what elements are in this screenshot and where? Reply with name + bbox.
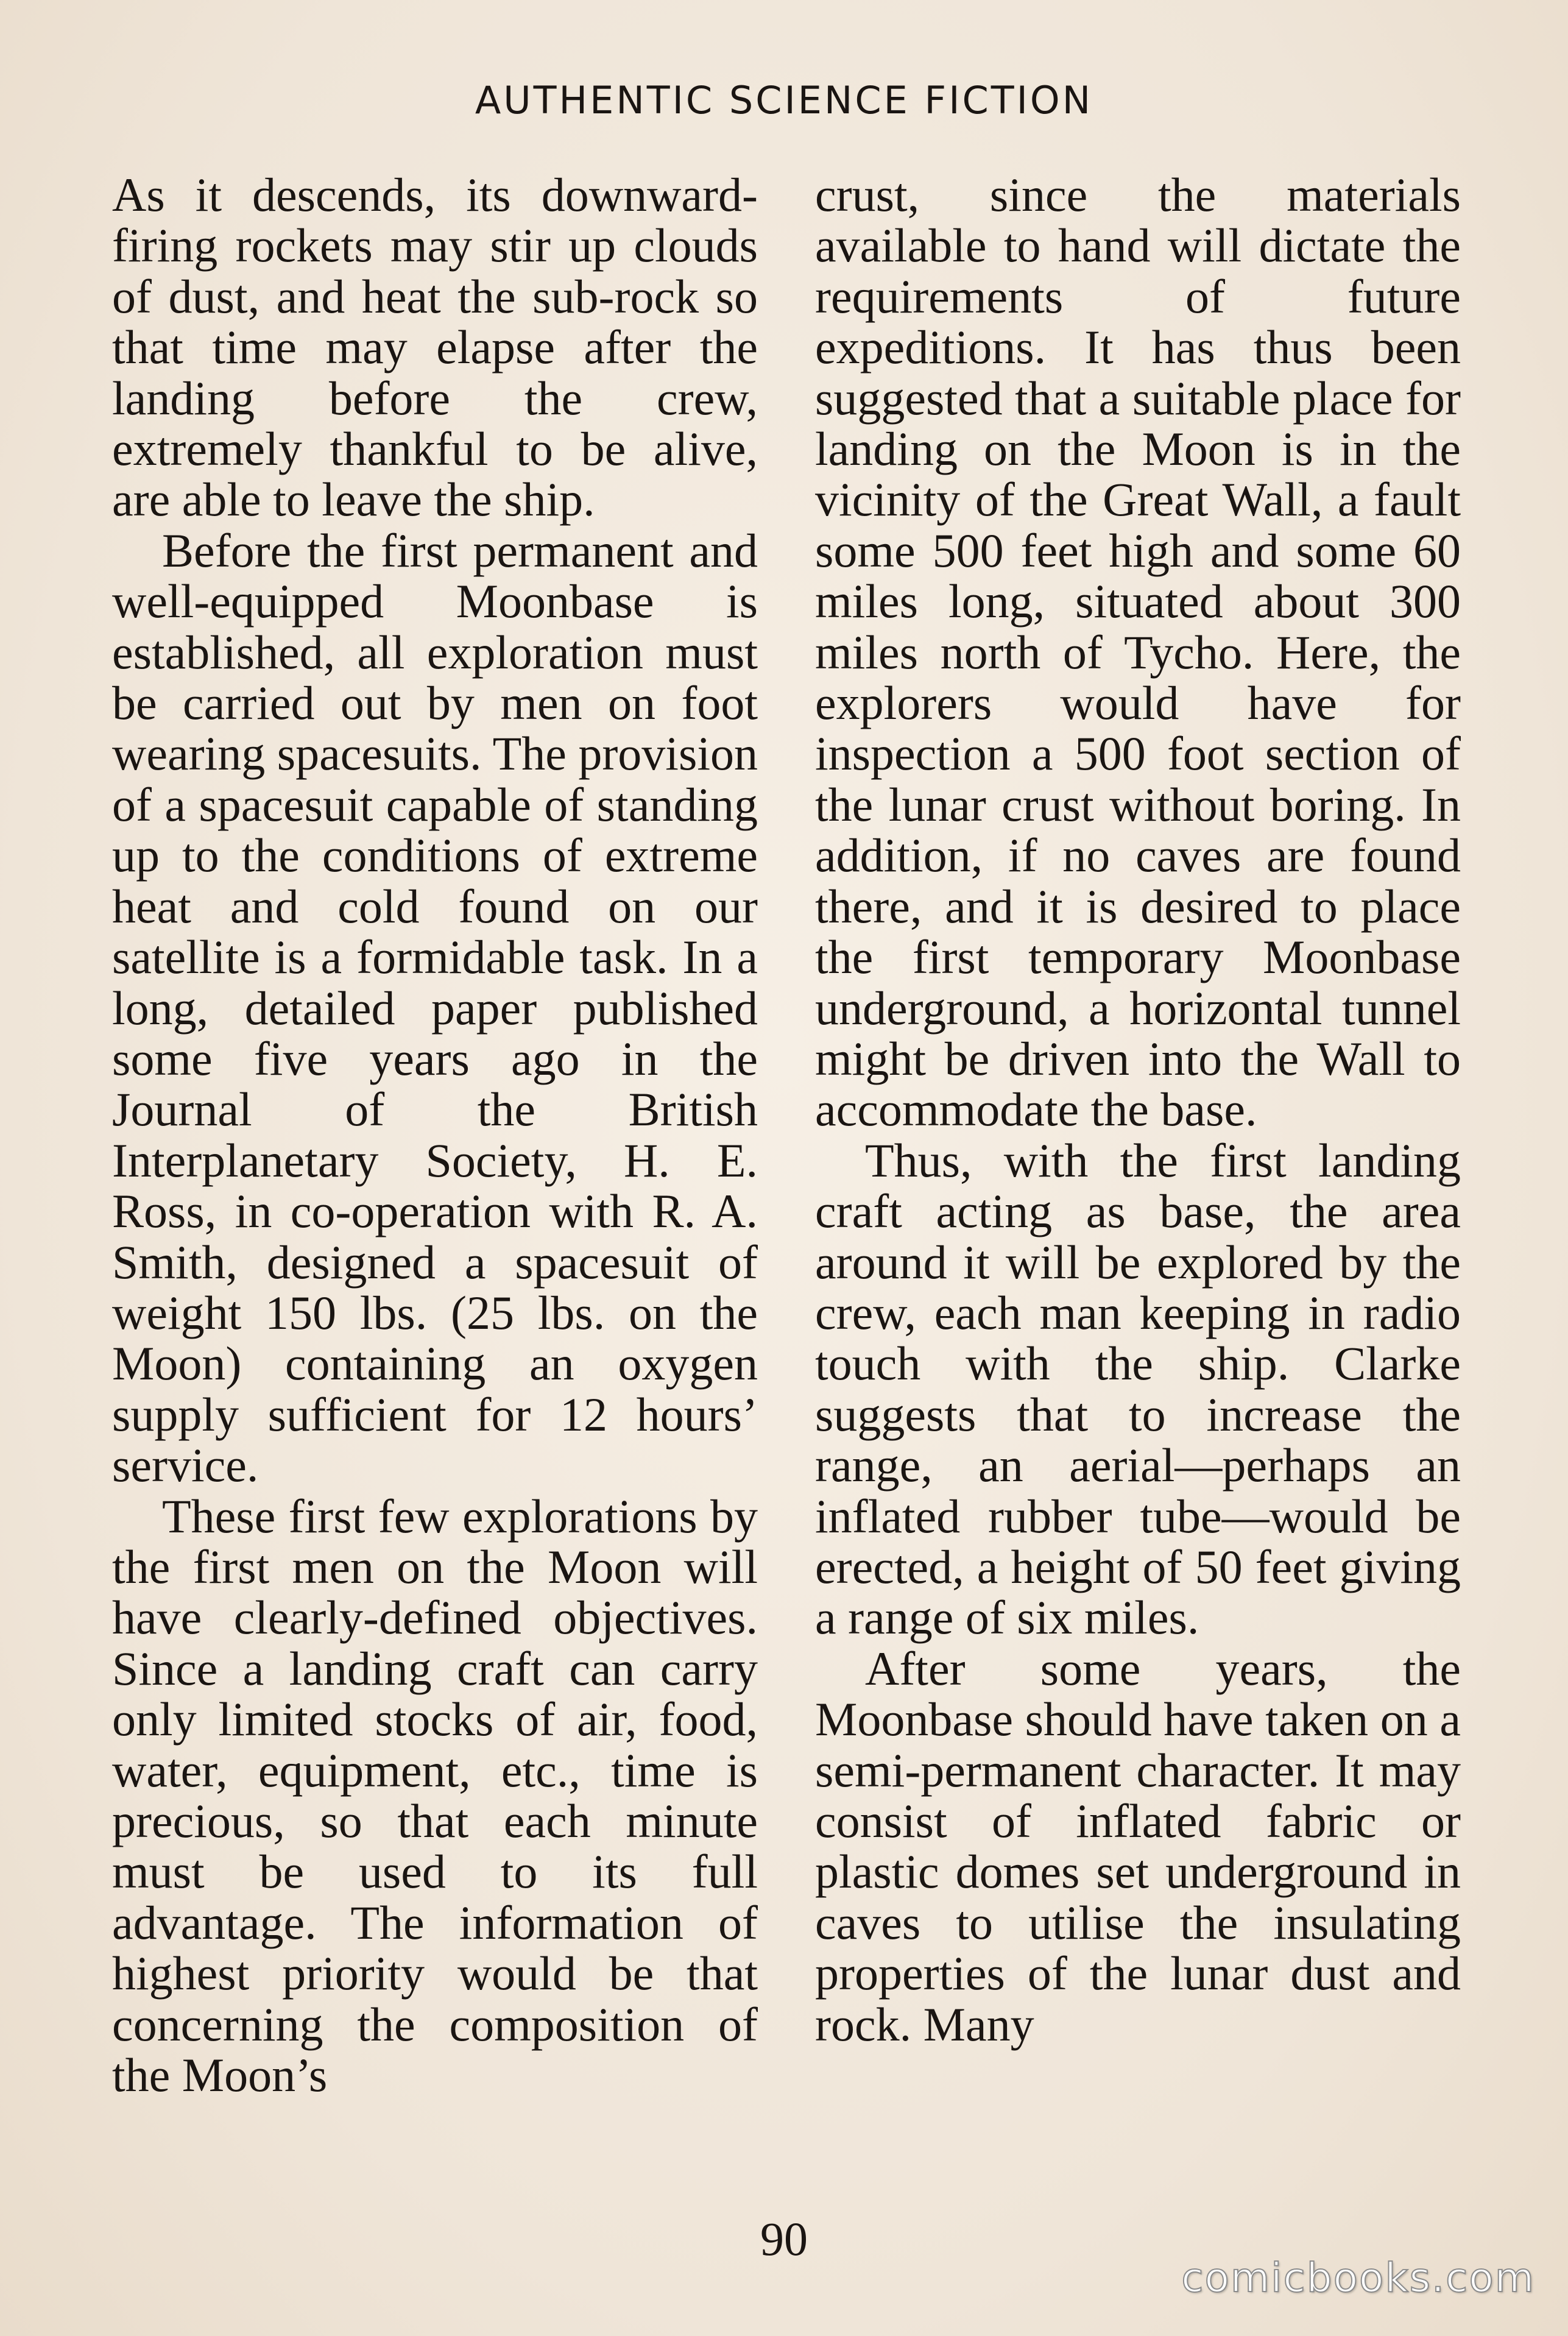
left-column (112, 169, 758, 2100)
page-number: 90 (760, 2212, 808, 2265)
paragraph: As it descends, its downward-firing rockets may stir up clouds of dust, and heat the sub-rock so that time may elapse after the landing before the crew, extremely thankful to be alive, are able to leave the ship. (112, 168, 758, 526)
paragraph: Thus, with the first landing craft acting as base, the area around it will be explored by the crew, each man keeping in radio touch with the ship. Clarke suggests that to increase the range, an aerial—perhaps an inflated rubber tube—would be erected, a height of 50 feet giving a range of six miles. (815, 1133, 1461, 1644)
paragraph: crust, since the materials available to hand will dictate the requirements of future expeditions. It has thus been suggested that a suitable place for landing on the Moon is in the vicinity of the Great Wall, a fault some 500 feet high and some 60 miles long, situated about 300 miles north of Tycho. Here, the explorers would have for inspection a 500 foot section of the lunar crust without boring. In addition, if no caves are found there, and it is desired to place the first temporary Moonbase underground, a horizontal tunnel might be driven into the Wall to accommodate the base. (815, 168, 1461, 1136)
watermark: comicbooks.com (1181, 2254, 1535, 2301)
right-column (815, 169, 1461, 2050)
paragraph: After some years, the Moonbase should have taken on a semi-permanent character. It may consist of inflated fabric or plastic domes set underground in caves to utilise the insulating properties of the lunar dust and rock. Many (815, 1641, 1461, 2051)
paragraph: Before the first permanent and well-equipped Moonbase is established, all exploration must be carried out by men on foot wearing spacesuits. The provision of a spacesuit capable of standing up to the conditions of extreme heat and cold found on our satellite is a formidable task. In a long, detailed paper published some five years ago in the Journal of the British Interplanetary Society, H. E. Ross, in co-operation with R. A. Smith, designed a spacesuit of weight 150 lbs. (25 lbs. on the Moon) containing an oxygen supply sufficient for 12 hours’ service. (112, 523, 758, 1492)
running-title: AUTHENTIC SCIENCE FICTION (475, 78, 1093, 122)
paragraph: These first few explorations by the first men on the Moon will have clearly-defined objectives. Since a landing craft can carry only limited stocks of air, food, water, equipment, etc., time is precious, so that each minute must be used to its full advantage. The information of highest priority would be that concerning the composition of the Moon’s (112, 1489, 758, 2102)
